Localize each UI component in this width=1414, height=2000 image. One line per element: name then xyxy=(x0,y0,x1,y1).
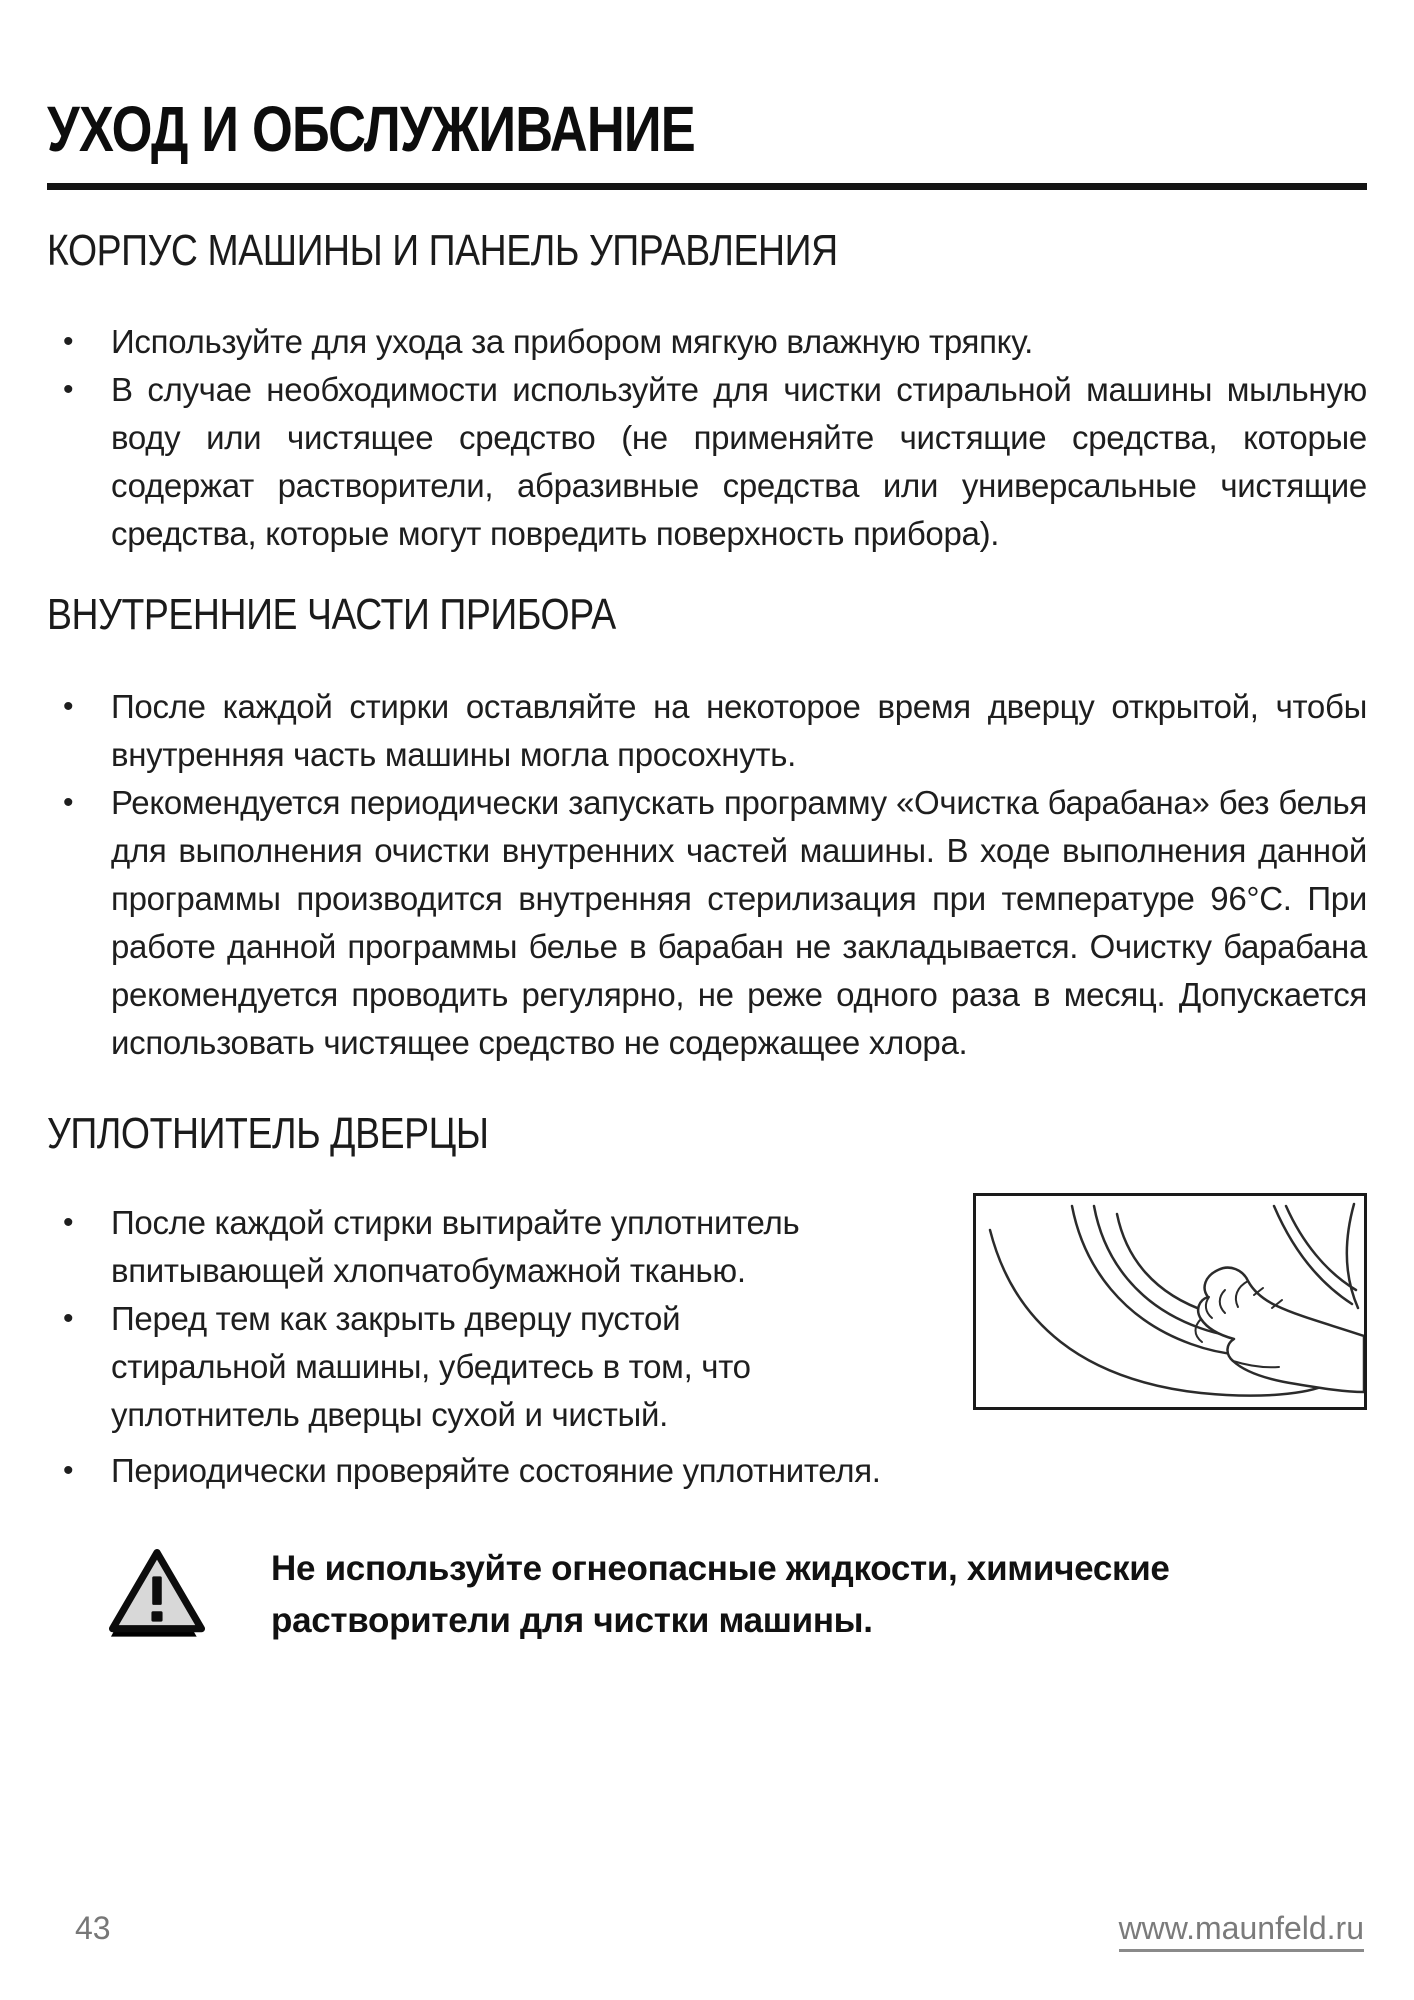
hand-wiping-door-seal-drawing xyxy=(976,1196,1364,1407)
title-rule xyxy=(47,183,1367,190)
page-title: УХОД И ОБСЛУЖИВАНИЕ xyxy=(47,93,695,165)
warning-text: Не используйте огнеопасные жидкости, химические растворители для чистки машины. xyxy=(271,1548,1170,1640)
bullet-item: • Перед тем как закрыть дверцу пустой стиральной машины, убедитесь в том, что уплотнитель дверцы сухой и чистый. xyxy=(47,1295,831,1439)
section-heading-inner-parts: ВНУТРЕННИЕ ЧАСТИ ПРИБОРА xyxy=(47,590,616,640)
section-heading-door-seal: УПЛОТНИТЕЛЬ ДВЕРЦЫ xyxy=(47,1108,489,1158)
bullet-list-door-seal-extra xyxy=(47,1447,1367,1495)
door-seal-illustration xyxy=(973,1193,1367,1410)
warning-box xyxy=(47,1545,1367,1647)
page-number: 43 xyxy=(75,1910,111,1946)
bullet-item: • В случае необходимости используйте для чистки стиральной машины мыльную воду или чистящее средство (не применяйте чистящие средства, которые содержат растворители, абразивные средства или универсальные чистящие средства, которые могут повредить поверхность прибора). xyxy=(47,366,1367,558)
bullet-list-body-and-panel xyxy=(47,318,1367,558)
bullet-list-door-seal xyxy=(47,1199,831,1439)
bullet-item: • Рекомендуется периодически запускать программу «Очистка барабана» без белья для выполнения очистки внутренних частей машины. В ходе выполнения данной программы производится внутренняя стерилизация при температуре 96°С. При работе данной программы белье в барабан не закладывается. Очистку барабана рекомендуется проводить регулярно, не реже одного раза в месяц. Допускается использовать чистящее средство не содержащее хлора. xyxy=(47,779,1367,1067)
door-seal-section xyxy=(47,1199,1367,1439)
warning-triangle-icon xyxy=(107,1545,207,1641)
section-heading-body-and-panel: КОРПУС МАШИНЫ И ПАНЕЛЬ УПРАВЛЕНИЯ xyxy=(47,226,838,276)
page-footer xyxy=(75,1910,1364,1952)
bullet-item: • После каждой стирки вытирайте уплотнитель впитывающей хлопчатобумажной тканью. xyxy=(47,1199,831,1295)
bullet-item: • Периодически проверяйте состояние уплотнителя. xyxy=(47,1447,1367,1495)
bullet-item: • После каждой стирки оставляйте на некоторое время дверцу открытой, чтобы внутренняя часть машины могла просохнуть. xyxy=(47,683,1367,779)
bullet-item: • Используйте для ухода за прибором мягкую влажную тряпку. xyxy=(47,318,1367,366)
website-link[interactable]: www.maunfeld.ru xyxy=(1119,1910,1364,1952)
bullet-list-inner-parts xyxy=(47,683,1367,1067)
